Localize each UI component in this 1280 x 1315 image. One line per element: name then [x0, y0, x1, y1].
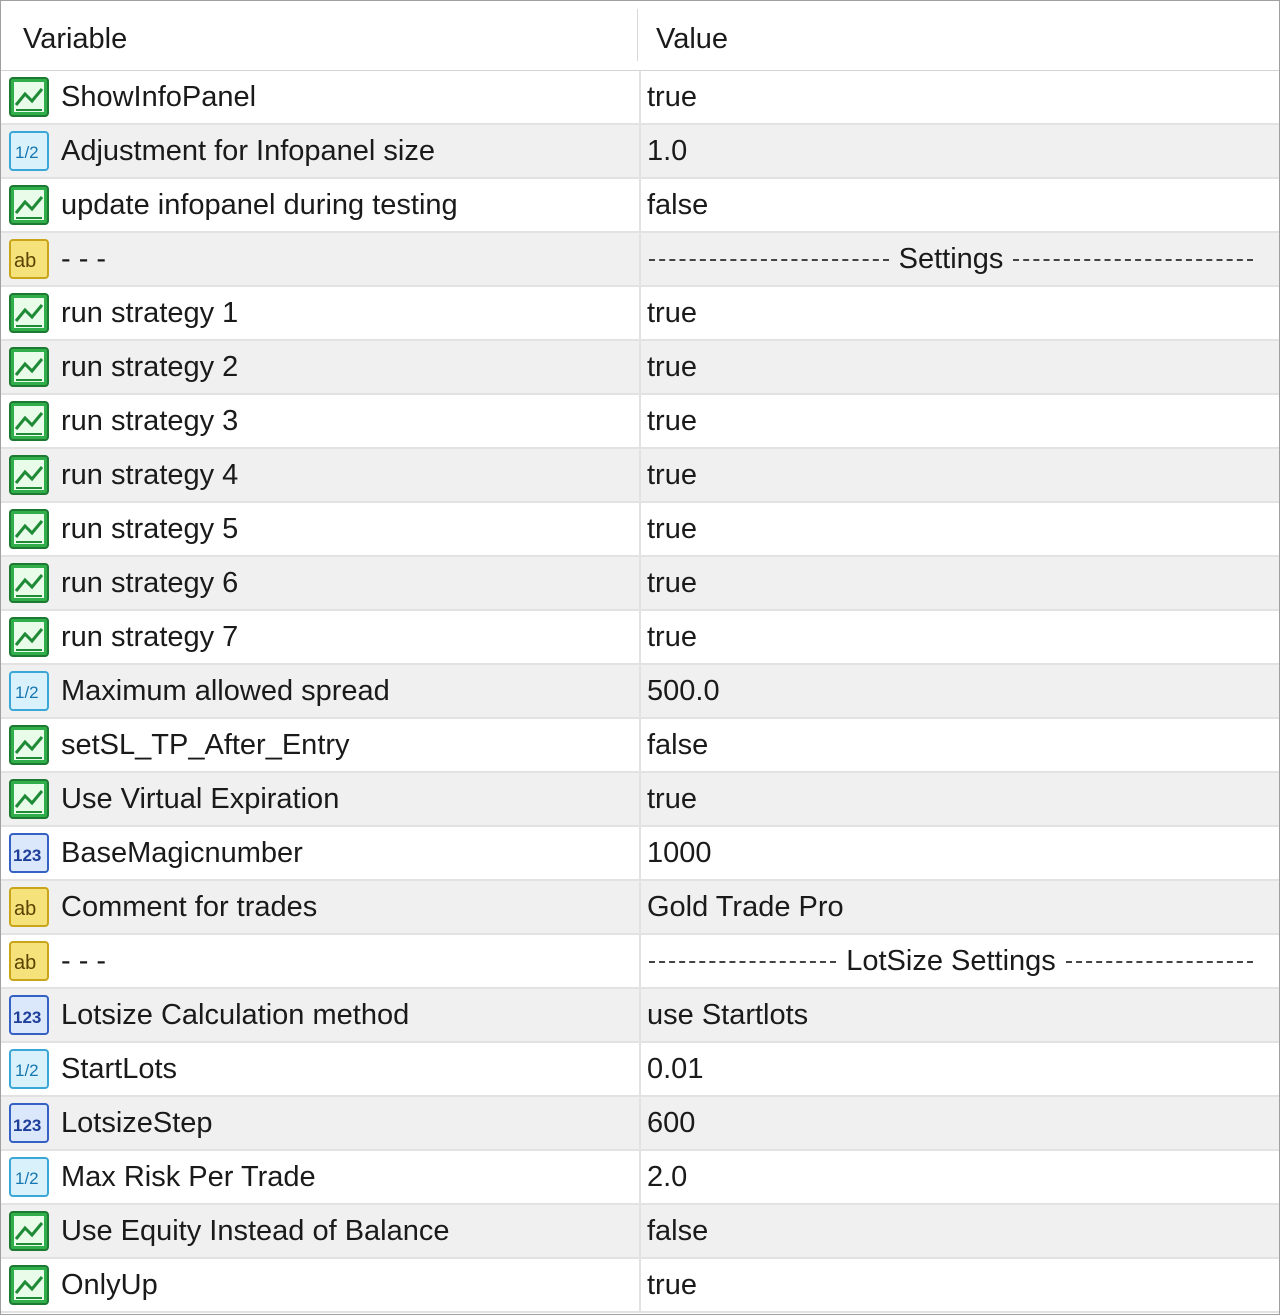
variable-cell[interactable] [1, 1043, 637, 1095]
grid-header [1, 1, 1279, 71]
svg-text:123: 123 [13, 1116, 42, 1135]
double-icon [9, 1157, 49, 1197]
table-row[interactable] [1, 1043, 1279, 1097]
variable-name: Lotsize Calculation method [61, 999, 410, 1031]
value-cell[interactable] [639, 395, 1280, 447]
svg-text:ab: ab [14, 898, 37, 920]
table-row[interactable] [1, 449, 1279, 503]
variable-cell[interactable] [1, 881, 637, 933]
variable-cell[interactable] [1, 935, 637, 987]
variable-value: 0.01 [647, 1053, 704, 1085]
dashed-line [649, 961, 836, 963]
value-cell[interactable] [639, 827, 1280, 879]
variable-value: true [647, 1269, 697, 1301]
variable-cell[interactable] [1, 71, 637, 123]
variable-value: true [647, 405, 697, 437]
table-row[interactable] [1, 1151, 1279, 1205]
value-cell[interactable] [639, 665, 1280, 717]
table-row[interactable] [1, 1205, 1279, 1259]
variable-value: false [647, 189, 709, 221]
value-cell[interactable] [639, 611, 1280, 663]
variable-name: Max Risk Per Trade [61, 1161, 316, 1193]
variable-value: 500.0 [647, 675, 720, 707]
table-row[interactable] [1, 233, 1279, 287]
value-cell[interactable] [639, 935, 1280, 987]
variable-name: OnlyUp [61, 1269, 158, 1301]
value-cell[interactable] [639, 719, 1280, 771]
variable-value: 600 [647, 1107, 696, 1139]
value-cell[interactable] [639, 341, 1280, 393]
variable-name: - - - [61, 945, 107, 977]
value-cell[interactable] [639, 179, 1280, 231]
bool-icon [9, 725, 49, 765]
value-cell[interactable] [639, 1205, 1280, 1257]
value-cell[interactable] [639, 71, 1280, 123]
svg-text:ab: ab [14, 250, 37, 272]
svg-text:123: 123 [13, 846, 42, 865]
value-cell[interactable] [639, 125, 1280, 177]
variable-name: Use Virtual Expiration [61, 783, 340, 815]
double-icon [9, 671, 49, 711]
bool-icon [9, 563, 49, 603]
variable-value: 1000 [647, 837, 712, 869]
table-row[interactable] [1, 71, 1279, 125]
bool-icon [9, 617, 49, 657]
variable-name: run strategy 1 [61, 297, 239, 329]
variable-cell[interactable] [1, 1259, 637, 1311]
table-row[interactable] [1, 881, 1279, 935]
variable-cell[interactable] [1, 989, 637, 1041]
table-row[interactable] [1, 719, 1279, 773]
double-icon [9, 1049, 49, 1089]
variable-name: Comment for trades [61, 891, 318, 923]
variable-name: run strategy 2 [61, 351, 239, 383]
variable-cell[interactable] [1, 1097, 637, 1149]
string-icon [9, 239, 49, 279]
column-header-variable[interactable]: Variable [23, 23, 128, 55]
svg-text:1/2: 1/2 [15, 683, 39, 702]
variable-name: Adjustment for Infopanel size [61, 135, 435, 167]
value-cell[interactable] [639, 773, 1280, 825]
bool-icon [9, 1211, 49, 1251]
variable-value: use Startlots [647, 999, 809, 1031]
bool-icon [9, 77, 49, 117]
variable-cell[interactable] [1, 557, 637, 609]
variable-cell[interactable] [1, 503, 637, 555]
svg-text:1/2: 1/2 [15, 1169, 39, 1188]
variable-name: run strategy 7 [61, 621, 239, 653]
variable-cell[interactable] [1, 773, 637, 825]
dashed-line [1013, 259, 1253, 261]
variable-cell[interactable] [1, 1151, 637, 1203]
int-icon [9, 995, 49, 1035]
dashed-line [1066, 961, 1253, 963]
value-cell[interactable] [639, 1151, 1280, 1203]
bool-icon [9, 293, 49, 333]
bool-icon [9, 779, 49, 819]
string-icon [9, 941, 49, 981]
int-icon [9, 833, 49, 873]
svg-text:1/2: 1/2 [15, 1061, 39, 1080]
string-icon [9, 887, 49, 927]
variable-cell[interactable] [1, 1205, 637, 1257]
variable-name: Use Equity Instead of Balance [61, 1215, 450, 1247]
value-cell[interactable] [639, 1043, 1280, 1095]
variable-value: 1.0 [647, 135, 688, 167]
svg-text:123: 123 [13, 1008, 42, 1027]
variable-cell[interactable] [1, 341, 637, 393]
variable-name: BaseMagicnumber [61, 837, 303, 869]
dashed-line [649, 259, 889, 261]
table-row[interactable] [1, 665, 1279, 719]
variable-value: true [647, 351, 697, 383]
column-header-value[interactable]: Value [656, 23, 729, 55]
variable-cell[interactable] [1, 719, 637, 771]
value-cell[interactable] [639, 989, 1280, 1041]
int-icon [9, 1103, 49, 1143]
double-icon [9, 131, 49, 171]
value-cell[interactable] [639, 557, 1280, 609]
separator-value [649, 935, 1253, 987]
variable-name: run strategy 5 [61, 513, 239, 545]
variable-cell[interactable] [1, 179, 637, 231]
variable-value: true [647, 567, 697, 599]
variable-name: run strategy 3 [61, 405, 239, 437]
variable-value: true [647, 621, 697, 653]
variable-value: true [647, 297, 697, 329]
variable-name: ShowInfoPanel [61, 81, 257, 113]
variable-name: update infopanel during testing [61, 189, 458, 221]
variable-value: true [647, 459, 697, 491]
bool-icon [9, 347, 49, 387]
variable-cell[interactable] [1, 287, 637, 339]
separator-value [649, 233, 1253, 285]
variable-cell[interactable] [1, 827, 637, 879]
table-row[interactable] [1, 179, 1279, 233]
value-cell[interactable] [639, 1097, 1280, 1149]
variable-name: setSL_TP_After_Entry [61, 729, 350, 761]
variable-name: run strategy 4 [61, 459, 239, 491]
variable-value: true [647, 81, 697, 113]
svg-text:1/2: 1/2 [15, 143, 39, 162]
table-row[interactable] [1, 341, 1279, 395]
variable-cell[interactable] [1, 233, 637, 285]
section-title: Settings [898, 243, 1004, 275]
bool-icon [9, 509, 49, 549]
table-row[interactable] [1, 989, 1279, 1043]
variable-value: false [647, 1215, 709, 1247]
variable-cell[interactable] [1, 611, 637, 663]
table-row[interactable] [1, 125, 1279, 179]
table-row[interactable] [1, 773, 1279, 827]
bool-icon [9, 401, 49, 441]
grid-rows [1, 71, 1279, 1313]
value-cell[interactable] [639, 449, 1280, 501]
variable-value: true [647, 783, 697, 815]
variable-cell[interactable] [1, 449, 637, 501]
table-row[interactable] [1, 557, 1279, 611]
value-cell[interactable] [639, 1259, 1280, 1311]
variable-value: Gold Trade Pro [647, 891, 844, 923]
bool-icon [9, 185, 49, 225]
svg-text:ab: ab [14, 952, 37, 974]
variable-cell[interactable] [1, 665, 637, 717]
table-row[interactable] [1, 287, 1279, 341]
variable-value: 2.0 [647, 1161, 688, 1193]
variable-name: Maximum allowed spread [61, 675, 390, 707]
table-row[interactable] [1, 611, 1279, 665]
table-row[interactable] [1, 1259, 1279, 1313]
table-row[interactable] [1, 395, 1279, 449]
variable-value: true [647, 513, 697, 545]
variable-name: StartLots [61, 1053, 178, 1085]
value-cell[interactable] [639, 287, 1280, 339]
variable-name: LotsizeStep [61, 1107, 213, 1139]
column-divider[interactable] [637, 9, 638, 61]
bool-icon [9, 455, 49, 495]
variable-value: false [647, 729, 709, 761]
variable-cell[interactable] [1, 125, 637, 177]
table-row[interactable] [1, 827, 1279, 881]
value-cell[interactable] [639, 503, 1280, 555]
section-title: LotSize Settings [846, 945, 1056, 977]
variable-name: run strategy 6 [61, 567, 239, 599]
variable-cell[interactable] [1, 395, 637, 447]
variable-name: - - - [61, 243, 107, 275]
bool-icon [9, 1265, 49, 1305]
table-row[interactable] [1, 935, 1279, 989]
table-row[interactable] [1, 1097, 1279, 1151]
value-cell[interactable] [639, 233, 1280, 285]
value-cell[interactable] [639, 881, 1280, 933]
table-row[interactable] [1, 503, 1279, 557]
